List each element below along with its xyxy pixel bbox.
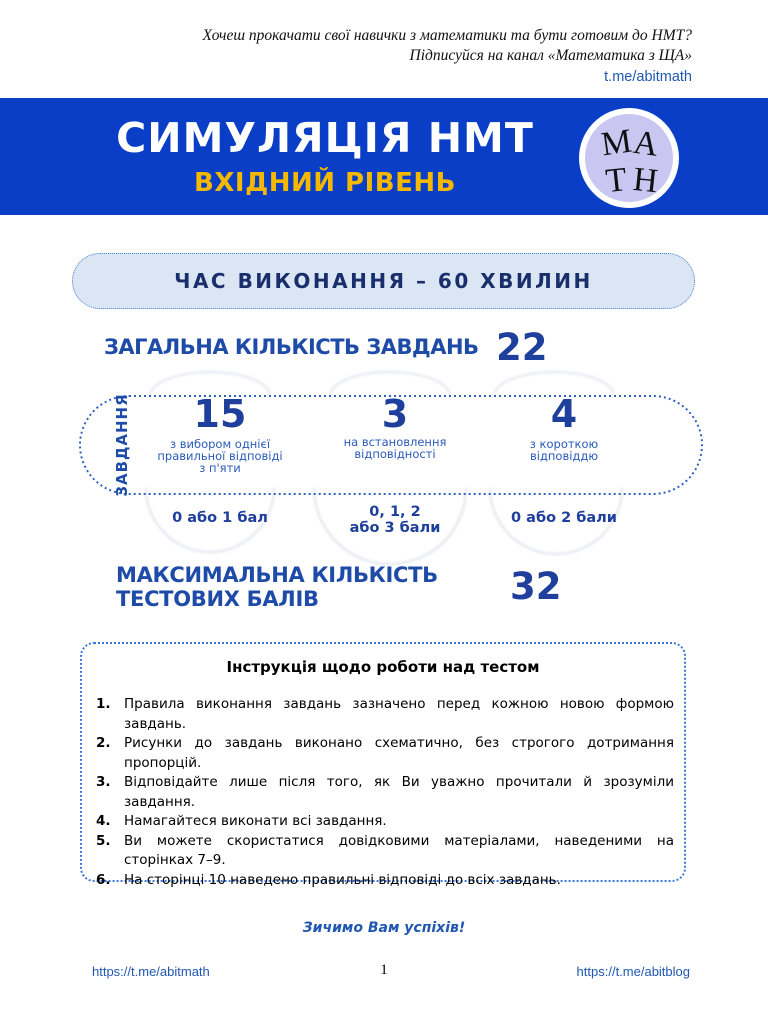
logo-letter-a: A [631,123,661,164]
score-multiple-choice: 0 або 1 бал [172,510,268,526]
promo-line-1: Хочеш прокачати свої навички з математики та бути готовим до НМТ? [202,27,692,44]
promo-text [52,26,692,87]
tasks-side-label: ЗАВДАННЯ [113,393,131,497]
instruction-item: 2. Рисунки до завдань виконано схематично, без строгого дотримання пропорцій. [96,735,674,771]
title-banner [0,98,768,215]
task-description: з вибором однієї правильної відповіді з п'яти [157,437,283,475]
task-description: з короткою відповіддю [529,437,599,463]
instruction-item: 6. На сторінці 10 наведено правильні відповіді до всіх завдань. [96,871,561,888]
instruction-item: 4. Намагайтеся виконати всі завдання. [96,813,387,829]
math-logo [573,108,685,208]
time-box [72,253,695,309]
max-score-value: 32 [510,565,562,608]
total-tasks-label: ЗАГАЛЬНА КІЛЬКІСТЬ ЗАВДАНЬ [104,335,479,359]
instruction-item: 5. Ви можете скористатися довідковими матеріалами, наведеними на сторінках 7–9. [96,832,674,868]
instructions-list [96,695,674,890]
banner-title: СИМУЛЯЦІЯ НМТ [116,114,534,162]
promo-line-2: Підписуйся на канал «Математика з ЩА» [409,47,692,64]
task-count: 3 [381,392,409,436]
task-count: 4 [550,392,578,436]
footer-link-abitblog[interactable]: https://t.me/abitblog [576,964,690,979]
instructions-box [80,642,686,888]
instruction-item: 3. Відповідайте лише після того, як Ви уважно прочитали й зрозуміли завдання. [96,774,674,810]
promo-link[interactable]: t.me/abitmath [604,69,692,85]
task-description: на встановлення відповідності [343,435,447,461]
page-number: 1 [380,962,388,978]
good-luck-message: Зичимо Вам успіхів! [302,920,466,936]
logo-letter-m: M [598,122,634,164]
instruction-item: 1. Правила виконання завдань зазначено перед кожною новою формою завдань. [96,696,674,732]
time-label: ЧАС ВИКОНАННЯ – 60 ХВИЛИН [174,269,593,293]
footer-link-abitmath[interactable]: https://t.me/abitmath [92,964,210,979]
max-score-label: МАКСИМАЛЬНА КІЛЬКІСТЬ ТЕСТОВИХ БАЛІВ [116,563,438,611]
task-column-multiple-choice [150,392,290,474]
task-column-short-answer [494,392,634,462]
banner-subtitle: ВХІДНИЙ РІВЕНЬ [194,168,456,198]
score-short-answer: 0 або 2 бали [511,510,617,526]
task-count: 15 [193,392,247,436]
total-tasks-value: 22 [496,326,548,369]
score-matching: 0, 1, 2 або 3 бали [349,504,441,536]
logo-letter-t: T [603,161,629,201]
logo-letter-h: H [631,160,660,201]
task-column-matching [320,392,470,460]
instructions-title: Інструкція щодо роботи над тестом [226,658,540,676]
